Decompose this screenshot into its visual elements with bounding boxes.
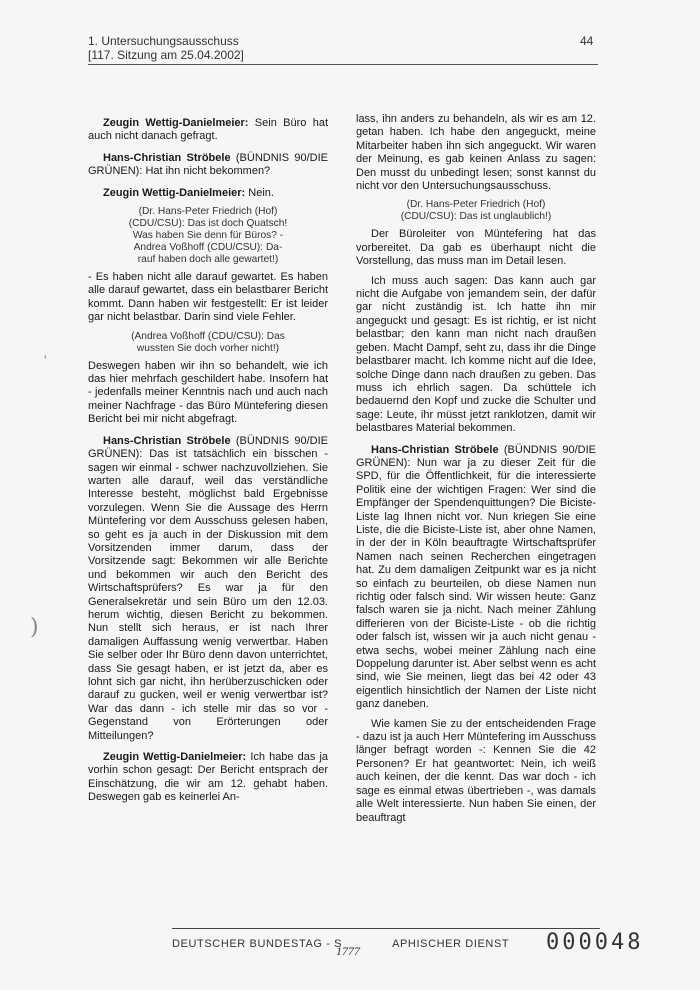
session-info: [117. Sitzung am 25.04.2002] [88,48,244,62]
publisher-text: DEUTSCHER BUNDESTAG - S [172,938,343,950]
paragraph: Ich muss auch sagen: Das kann auch gar nicht die Aufgabe von jemandem sein, der dafür gar nicht zuständig ist. Ich hatte ihn mir angeguckt und gesagt: Es ist richtig, er ist nicht belastbar; den kann man nicht nach draußen geben. Macht Dampf, seht zu, dass ihr die Dinge belastbarer macht. Ich komme nicht auf die Idee, solche Dinge dann nach draußen zu geben. Das muss ich ehrlich sagen. Da schüttele ich bedauernd den Kopf und zucke die Schulter und sage: Leute, ihr müsst jetzt ranklotzen, damit wir belastbares Material bekommen. [356,274,596,435]
page-header [88,34,244,62]
speech-text: Ich habe das ja vorhin schon gesagt: Der Bericht entsprach der Einschätzung, die wir am 12. gehabt haben. Deswegen gab es keinerlei An- [88,751,329,804]
margin-mark-2: ) [30,615,39,640]
interjection-line: (CDU/CSU): Das ist doch Quatsch! [128,218,288,230]
interjection-line: (Andrea Voßhoff (CDU/CSU): Das [131,330,285,342]
speaker-name: Hans-Christian Ströbele [103,434,231,447]
paragraph: - Es haben nicht alle darauf gewartet. Es haben alle darauf gewartet, dass ein belastbarer Bericht kommt. Dann haben wir festgestellt: Er ist leider gar nicht belastbar. Darin sind viele Fehler. [88,271,328,324]
interjection-line: wussten Sie doch vorher nicht!) [136,342,280,354]
paragraph [88,152,328,179]
speaker-name: Hans-Christian Ströbele [103,151,231,164]
speech-text: (BÜNDNIS 90/DIE GRÜNEN): Nun war ja zu dieser Zeit für die SPD, für die Öffentlichkeit, für die interessierte Politik eine der wichtigen Fragen: Wer sind die Empfänger der Spendenquittungen? Die Biciste-Liste lag Ihnen nicht vor. Nun kriegen Sie eine Liste, die die Biciste-Liste ist, aber ohne Namen, in der der in Köln beauftragte Wirtschaftsprüfer Namen nach seinen Recherchen eingetragen hat. Zu dem damaligen Zeitpunkt war es ja nicht so einfach zu beurteilen, ob diese Namen nun richtig oder falsch sind. Wir wissen heute: Ganz falsch waren sie ja nicht. Nach meiner Zählung differieren von der Biciste-Liste - ob die richtig oder falsch ist, wissen wir ja auch nicht genau - etwa sechs, wobei meiner Zählung nach eine Doppelung darunter ist. Aber selbst wenn es acht sind, wie Sie meinen, liegt das bei 42 oder 43 eigentlich hinsichtlich der Namen der Liste nicht ganz daneben. [356,443,596,711]
committee-title: 1. Untersuchungsausschuss [88,34,239,48]
paragraph: Deswegen haben wir ihn so behandelt, wie ich das hier mehrfach geschildert habe. Insofern hat - jedenfalls meiner Kenntnis nach und auch nach meiner Nachfrage - das Büro Müntefering diesen Bericht bei mir nicht abgefragt. [88,359,328,426]
document-number: 000048 [546,930,644,955]
speech-text: Nein. [245,186,274,199]
interjection-line: rauf haben doch alle gewartet!) [137,254,279,266]
speech-text: (BÜNDNIS 90/DIE GRÜNEN): Das ist tatsächlich ein bisschen - sagen wir einmal - schwer nachzuvollziehen. Sie warten alle darauf, weil das verständliche Interesse besteht, möglichst bald Ergebnisse vorzulegen. Wenn Sie die Aussage des Herrn Müntefering vor dem Ausschuss gelesen haben, so geht es ja auch in der Diskussion mit dem Vorsitzenden immer darum, dass der Vorsitzende sagt: Bekommen wir alle Berichte und bekommen wir auch den Bericht des Wirtschaftsprüfers? Es war ja für den Generalsekretär und sein Büro um den 12.03. herum wichtig, diesen Bericht zu bekommen. Nun stellt sich heraus, er ist nach Ihrer damaligen Auffassung wenig verwertbar. Haben Sie selber oder Ihr Büro denn davon unterrichtet, dass Sie gesagt haben, er ist jetzt da, aber es lohnt sich gar nicht, ihn herüberzuschicken oder darauf zu gucken, weil er wenig verwertbar ist? War das dann - ich stelle mir das so vor - Gegenstand von Erörterungen oder Mitteilungen? [88,434,328,742]
speech-text: Sein Büro hat auch nicht danach gefragt. [88,117,329,143]
right-column [356,113,596,831]
paragraph: Der Büroleiter von Müntefering hat das vorbereitet. Da gab es überhaupt nicht die Vorstellung, das muss man im Detail lesen. [356,228,596,268]
interjection-line: (CDU/CSU): Das ist unglaublich!) [400,211,552,223]
interjection [356,199,596,223]
paragraph [356,444,596,712]
paragraph: lass, ihn anders zu behandeln, als wir es am 12. getan haben. Ich habe den angeguckt, meine Mitarbeiter haben ihn sich angeguckt. Wir waren der Meinung, es gab keinen Anlass zu sagen: Den musst du unbedingt lesen; sonst kannst du nicht vor den Untersuchungsausschuss. [356,113,596,193]
speaker-name: Zeugin Wettig-Danielmeier: [103,751,247,764]
interjection-line: Was haben Sie denn für Büros? - [132,230,284,242]
handwritten-stamp: 1777 [336,944,360,958]
margin-mark-1: ' [44,352,47,368]
speaker-name: Zeugin Wettig-Danielmeier: [103,117,249,129]
page-number: 44 [580,34,594,48]
speaker-name: Hans-Christian Ströbele [371,443,499,456]
paragraph [88,435,328,743]
interjection-line: Andrea Voßhoff (CDU/CSU): Da- [133,242,283,254]
paragraph: Wie kamen Sie zu der entscheidenden Frage - dazu ist ja auch Herr Müntefering im Ausschuss länger befragt worden -: Kennen Sie die 42 Personen? Er hat geantwortet: Nein, ich weiß auch keinen, der die kennt. Das war doch - ich sage es einmal etwas übertrieben -, was damals alle Welt interessierte. Nun haben Sie einen, der beauftragt [356,717,596,824]
publisher-text-end: APHISCHER DIENST [392,938,510,950]
paragraph [88,187,328,200]
paragraph [88,117,328,144]
interjection-line: (Dr. Hans-Peter Friedrich (Hof) [138,206,278,218]
speech-text: (BÜNDNIS 90/DIE GRÜNEN): Hat ihn nicht bekommen? [88,151,328,178]
header-rule [88,64,598,65]
interjection [88,331,328,355]
paragraph [88,751,328,805]
left-column [88,117,328,811]
speaker-name: Zeugin Wettig-Danielmeier: [103,186,246,199]
footer-rule [172,928,600,929]
interjection-line: (Dr. Hans-Peter Friedrich (Hof) [406,199,546,211]
interjection [88,206,328,266]
